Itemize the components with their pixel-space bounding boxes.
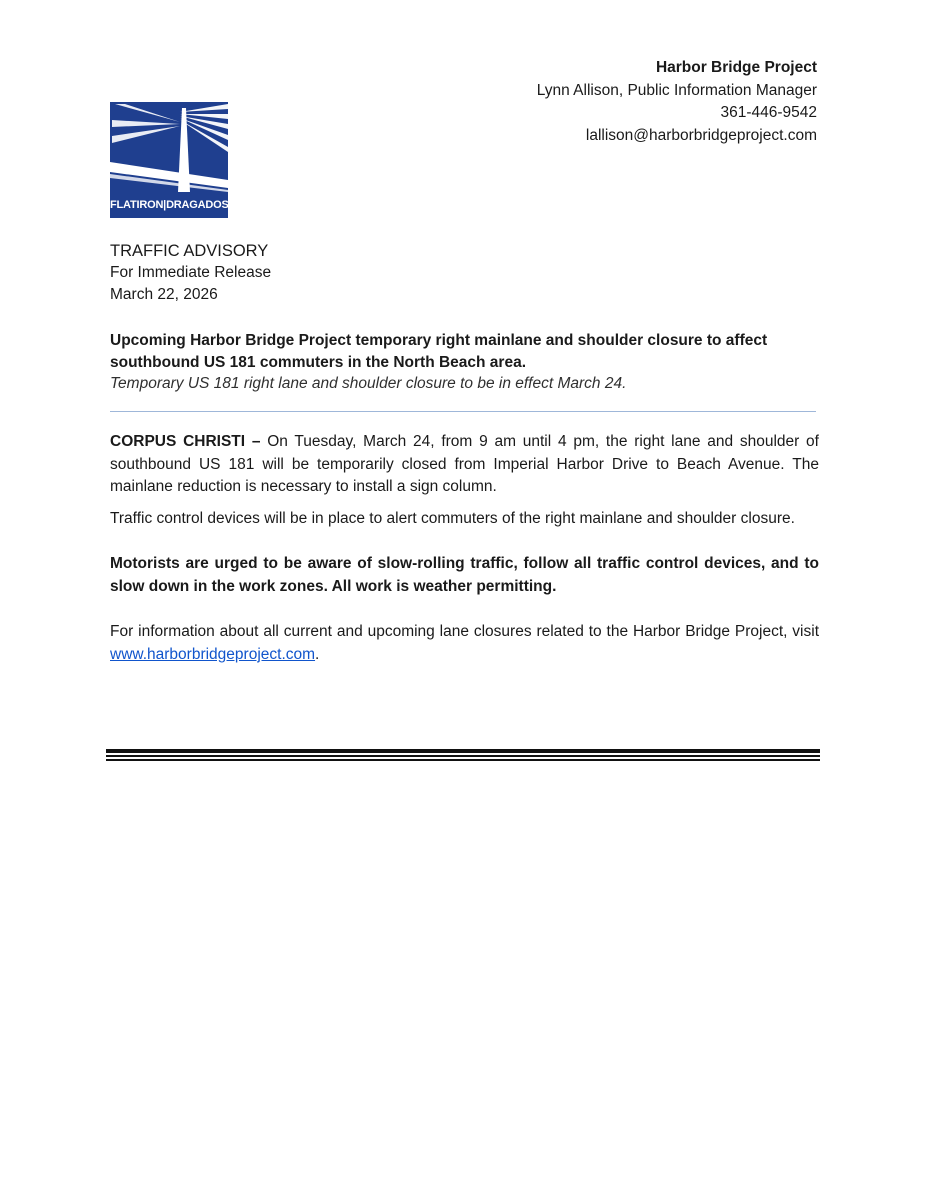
headline-title: Upcoming Harbor Bridge Project temporary right mainlane and shoulder closure to affect southbound US 181 commuters in the North Beach area.	[110, 332, 768, 371]
info-suffix: .	[315, 645, 320, 663]
logo-text: FLATIRON|DRAGADOS	[110, 199, 229, 211]
contact-name-title: Lynn Allison, Public Information Manager	[536, 81, 817, 99]
contact-email: lallison@harborbridgeproject.com	[585, 126, 817, 144]
paragraph-1-text: On Tuesday, March 24, from 9 am until 4 pm, the right lane and shoulder of southbound US 181 will be temporarily closed from Imperial Harbor Drive to Beach Avenue. The mainlane reduction is necessary to install a sign column.	[110, 433, 819, 495]
website-link[interactable]: www.harborbridgeproject.com	[110, 645, 316, 663]
headline-block	[110, 330, 820, 395]
contact-block	[537, 57, 817, 147]
advisory-type: TRAFFIC ADVISORY	[110, 242, 269, 260]
dateline: CORPUS CHRISTI –	[110, 433, 261, 450]
info-paragraph	[110, 621, 819, 666]
flatiron-dragados-logo	[110, 102, 228, 218]
headline-subtitle: Temporary US 181 right lane and shoulder closure to be in effect March 24.	[110, 375, 627, 392]
release-meta	[110, 240, 271, 306]
body-paragraph-1	[110, 431, 819, 499]
release-body	[110, 431, 819, 675]
contact-phone: 361-446-9542	[720, 104, 817, 121]
contact-organization: Harbor Bridge Project	[655, 59, 817, 76]
section-divider	[110, 411, 816, 412]
safety-warning: Motorists are urged to be aware of slow-rolling traffic, follow all traffic control devices, and to slow down in the work zones. All work is weather permitting.	[110, 555, 819, 595]
release-status: For Immediate Release	[110, 264, 272, 281]
info-prefix: For information about all current and upcoming lane closures related to the Harbor Bridge Project, visit	[110, 623, 819, 640]
closing-rule	[106, 749, 820, 763]
release-date: March 22, 2026	[110, 286, 218, 303]
body-paragraph-2: Traffic control devices will be in place to alert commuters of the right mainlane and shoulder closure.	[110, 509, 795, 527]
